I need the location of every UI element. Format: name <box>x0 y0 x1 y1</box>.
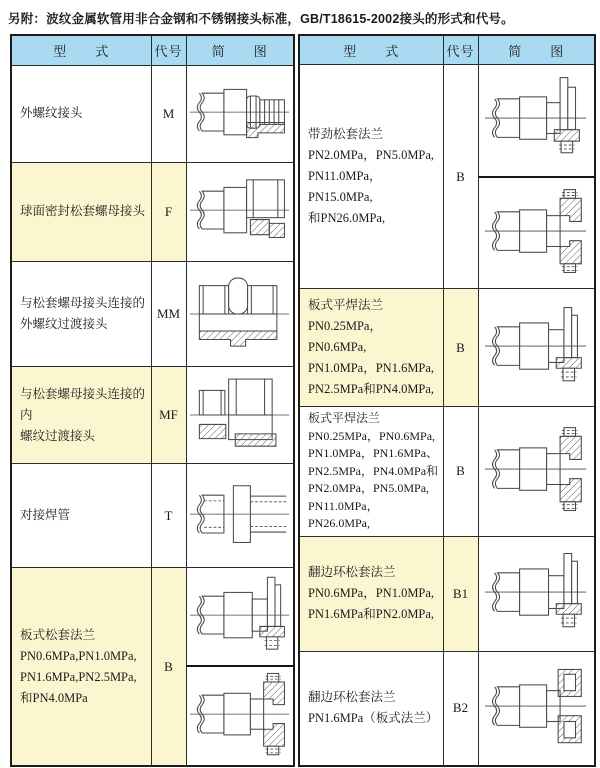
plate-flange-diagram <box>483 548 589 640</box>
ring-flange-diagram <box>483 425 589 517</box>
swivel-nut-joint-diagram <box>188 168 292 256</box>
table-row <box>299 651 595 766</box>
type-line: 板式平焊法兰 <box>308 411 381 425</box>
type-cell <box>11 568 151 766</box>
code-cell: B <box>443 65 478 289</box>
type-line: PN11.0MPa，PN26.0MPa, <box>308 498 379 530</box>
diagram-cell <box>186 163 294 261</box>
table-row <box>11 163 294 261</box>
type-line: PN11.0MPa，PN15.0MPa, <box>308 169 382 204</box>
butt-weld-pipe-diagram <box>188 472 292 560</box>
diagram-cell <box>186 463 294 568</box>
type-cell <box>11 163 151 261</box>
column-header-type: 型 式 <box>299 35 443 65</box>
code-cell: B <box>151 568 186 766</box>
type-cell <box>299 651 443 766</box>
type-line: 带劲松套法兰 <box>308 127 384 141</box>
code-cell: MM <box>151 261 186 367</box>
table-row <box>11 463 294 568</box>
column-header-code: 代号 <box>151 35 186 65</box>
column-header-type: 型 式 <box>11 35 151 65</box>
code-cell: B <box>443 407 478 537</box>
type-line: 螺纹过渡接头 <box>20 428 96 443</box>
type-line: PN0.6MPa，PN1.0MPa, <box>308 586 435 600</box>
type-cell <box>11 367 151 463</box>
type-line: 和PN4.0MPa <box>20 690 88 705</box>
code-cell: F <box>151 163 186 261</box>
type-cell <box>299 407 443 537</box>
diagram-cell <box>478 289 595 407</box>
diagram-cell <box>186 367 294 463</box>
joint-types-table-left <box>10 34 295 767</box>
table-row <box>11 65 294 162</box>
table-row <box>299 289 595 407</box>
diagram-cell <box>186 261 294 367</box>
code-cell: B2 <box>443 651 478 766</box>
column-header-code: 代号 <box>443 35 478 65</box>
type-line: 板式松套法兰 <box>20 627 96 642</box>
type-line: 翻边环松套法兰 <box>308 565 396 579</box>
ring-flange-diagram <box>188 671 292 761</box>
code-cell: B1 <box>443 536 478 651</box>
type-cell <box>299 65 443 289</box>
type-line: 对接焊管 <box>20 508 71 523</box>
table-row <box>299 65 595 177</box>
diagram-cell <box>478 536 595 651</box>
column-header-diagram: 简 图 <box>186 35 294 65</box>
type-cell <box>299 536 443 651</box>
diagram-cell <box>186 666 294 766</box>
table-row <box>299 407 595 537</box>
male-adapter-diagram <box>188 270 292 358</box>
type-line: 外螺纹过渡接头 <box>20 317 108 332</box>
diagram-cell <box>478 177 595 289</box>
table-row <box>299 536 595 651</box>
type-line: 与松套螺母接头连接的 <box>20 296 146 311</box>
page-title: 另附：波纹金属软管用非合金钢和不锈钢接头标准，GB/T18615-2002接头的形式和代号。 <box>8 12 514 26</box>
ring-flange-diagram <box>483 187 589 279</box>
type-line: PN1.0MPa，PN1.6MPa、 <box>308 446 439 460</box>
diagram-cell <box>478 65 595 177</box>
code-cell: MF <box>151 367 186 463</box>
neck-flange-diagram <box>483 75 589 165</box>
table-row <box>11 261 294 367</box>
type-cell <box>11 65 151 162</box>
table-header-row <box>299 35 595 65</box>
type-line: PN0.25MPa，PN0.6MPa, <box>308 428 436 443</box>
type-line: PN1.6MPa（板式法兰） <box>308 711 439 726</box>
diagram-cell <box>478 651 595 766</box>
type-line: 外螺纹接头 <box>20 106 83 121</box>
plate-flange-diagram <box>483 302 589 394</box>
type-cell <box>11 261 151 367</box>
diagram-cell <box>186 65 294 162</box>
type-line: PN0.25MPa，PN0.6MPa, <box>308 319 382 354</box>
type-line: PN2.0MPa，PN5.0MPa, <box>308 481 430 495</box>
female-adapter-diagram <box>188 371 292 459</box>
column-header-diagram: 简 图 <box>478 35 595 65</box>
code-cell: B <box>443 289 478 407</box>
type-cell <box>299 289 443 407</box>
tables-container <box>0 34 600 767</box>
code-cell: M <box>151 65 186 162</box>
type-cell <box>11 463 151 568</box>
type-line: PN2.5MPa，PN4.0MPa和 <box>308 463 439 478</box>
diagram-cell <box>478 407 595 537</box>
channel-flange-diagram <box>483 662 589 754</box>
type-line: PN1.6MPa和PN2.0MPa, <box>308 607 435 621</box>
table-header-row <box>11 35 294 65</box>
type-line: PN2.5MPa和PN4.0MPa, <box>308 382 435 396</box>
type-line: 球面密封松套螺母接头 <box>20 204 146 219</box>
type-line: 板式平焊法兰 <box>308 298 384 312</box>
diagram-cell <box>186 568 294 666</box>
type-line: 和PN26.0MPa, <box>308 211 386 225</box>
table-row <box>11 367 294 463</box>
type-line: PN1.0MPa，PN1.6MPa, <box>308 361 435 375</box>
plate-flange-diagram <box>188 573 292 661</box>
table-row <box>11 568 294 666</box>
type-line: 与松套螺母接头连接的内 <box>20 386 146 422</box>
type-line: 翻边环松套法兰 <box>308 690 396 705</box>
code-cell: T <box>151 463 186 568</box>
external-thread-joint-diagram <box>188 70 292 158</box>
joint-types-table-right <box>298 34 596 767</box>
type-line: PN1.6MPa,PN2.5MPa, <box>20 669 137 684</box>
type-line: PN2.0MPa，PN5.0MPa, <box>308 148 435 162</box>
type-line: PN0.6MPa,PN1.0MPa, <box>20 648 137 663</box>
